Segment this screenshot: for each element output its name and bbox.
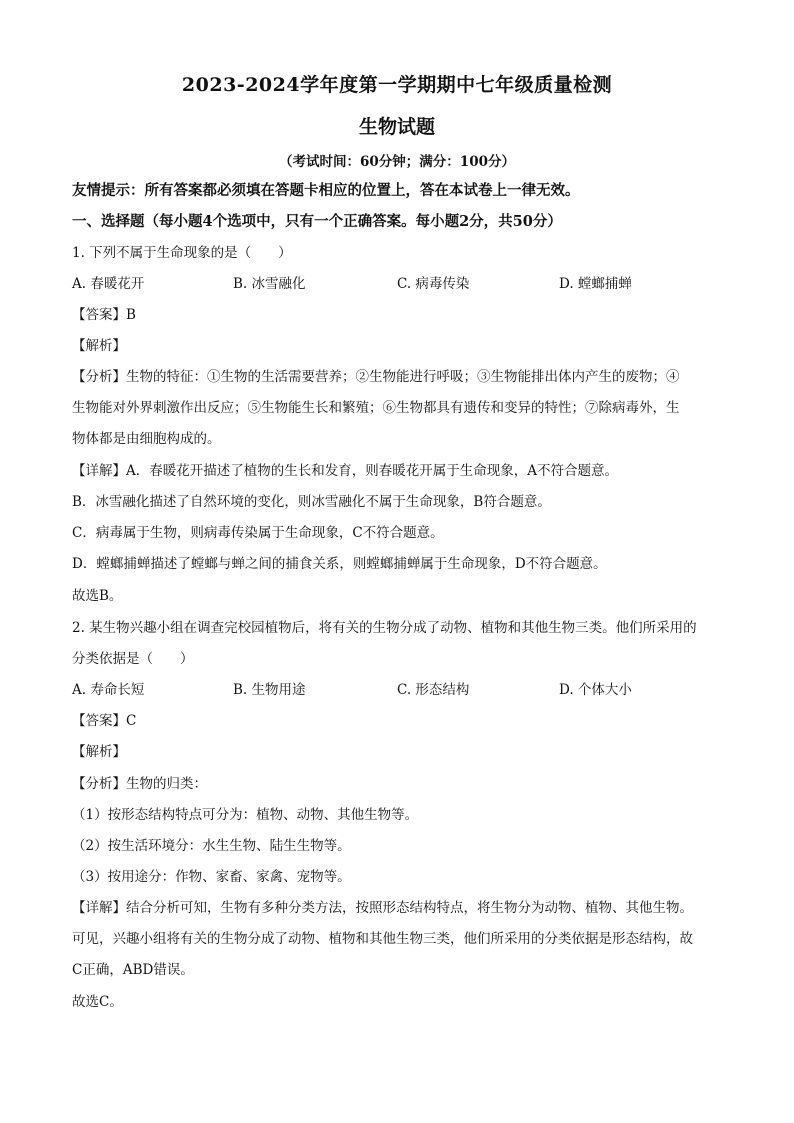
option-d: D. 螳螂捕蝉 (559, 276, 632, 292)
option-b: B. 生物用途 (233, 682, 306, 698)
exam-title: 2023-2024学年度第一学期期中七年级质量检测 (181, 74, 613, 96)
question-1-conclusion: 故选B。 (72, 588, 123, 604)
question-2-fenxi-line: （1）按形态结构特点可分为：植物、动物、其他生物等。 (72, 807, 419, 823)
question-2-detail-line: 可见，兴趣小组将有关的生物分成了动物、植物和其他生物三类，他们所采用的分类依据是形态结构，故 (72, 931, 693, 947)
subject-title: 生物试题 (358, 116, 435, 138)
question-2-detail-line: C正确，ABD错误。 (72, 962, 194, 978)
question-1-detail-line: C．病毒属于生物，则病毒传染属于生命现象，C不符合题意。 (72, 525, 444, 541)
option-d: D. 个体大小 (559, 682, 632, 698)
question-1-fenxi-line: 【分析】生物的特征：①生物的生活需要营养；②生物能进行呼吸；③生物能排出体内产生的废物；④ (72, 369, 680, 385)
question-2-answer: 【答案】C (72, 713, 137, 729)
reminder: 友情提示：所有答案都必须填在答题卡相应的位置上，答在本试卷上一律无效。 (72, 182, 580, 199)
option-a: A. 春暖花开 (72, 276, 145, 292)
question-1-answer: 【答案】B (72, 307, 136, 323)
question-1-analysis-label: 【解析】 (72, 338, 126, 354)
question-1-detail-line: D．螳螂捕蝉描述了螳螂与蝉之间的捕食关系，则螳螂捕蝉属于生命现象，D不符合题意。 (72, 556, 607, 572)
question-1-fenxi-line: 生物能对外界刺激作出反应；⑤生物能生长和繁殖；⑥生物都具有遗传和变异的特性；⑦除病毒外，生 (72, 400, 680, 416)
question-1-fenxi-line: 物体都是由细胞构成的。 (72, 431, 221, 447)
question-2-options (72, 680, 732, 700)
question-2-analysis-label: 【解析】 (72, 744, 126, 760)
question-1-stem: 1. 下列不属于生命现象的是（ ） (72, 245, 292, 261)
question-1-detail-line: 【详解】A．春暖花开描述了植物的生长和发育，则春暖花开属于生命现象，A不符合题意。 (72, 463, 618, 479)
question-1-detail-line: B．冰雪融化描述了自然环境的变化，则冰雪融化不属于生命现象，B符合题意。 (72, 494, 551, 510)
section-heading: 一、选择题（每小题4个选项中，只有一个正确答案。每小题2分，共50分） (72, 213, 562, 230)
question-1-options (72, 274, 732, 294)
question-2-fenxi-line: 【分析】生物的归类： (72, 776, 207, 792)
option-c: C. 病毒传染 (397, 276, 470, 292)
option-a: A. 寿命长短 (72, 682, 145, 698)
question-2-detail-line: 【详解】结合分析可知，生物有多种分类方法，按照形态结构特点，将生物分为动物、植物、其他生物。 (72, 900, 693, 916)
option-b: B. 冰雪融化 (233, 276, 306, 292)
question-2-conclusion: 故选C。 (72, 994, 123, 1010)
question-2-fenxi-line: （2）按生活环境分：水生生物、陆生生物等。 (72, 838, 351, 854)
option-c: C. 形态结构 (397, 682, 470, 698)
question-2-stem: 2. 某生物兴趣小组在调查完校园植物后，将有关的生物分成了动物、植物和其他生物三类。他们所采用的 (72, 620, 697, 636)
question-2-fenxi-line: （3）按用途分：作物、家畜、家禽、宠物等。 (72, 869, 351, 885)
question-2-stem: 分类依据是（ ） (72, 651, 194, 667)
exam-info: （考试时间：60分钟；满分：100分） (279, 154, 515, 170)
